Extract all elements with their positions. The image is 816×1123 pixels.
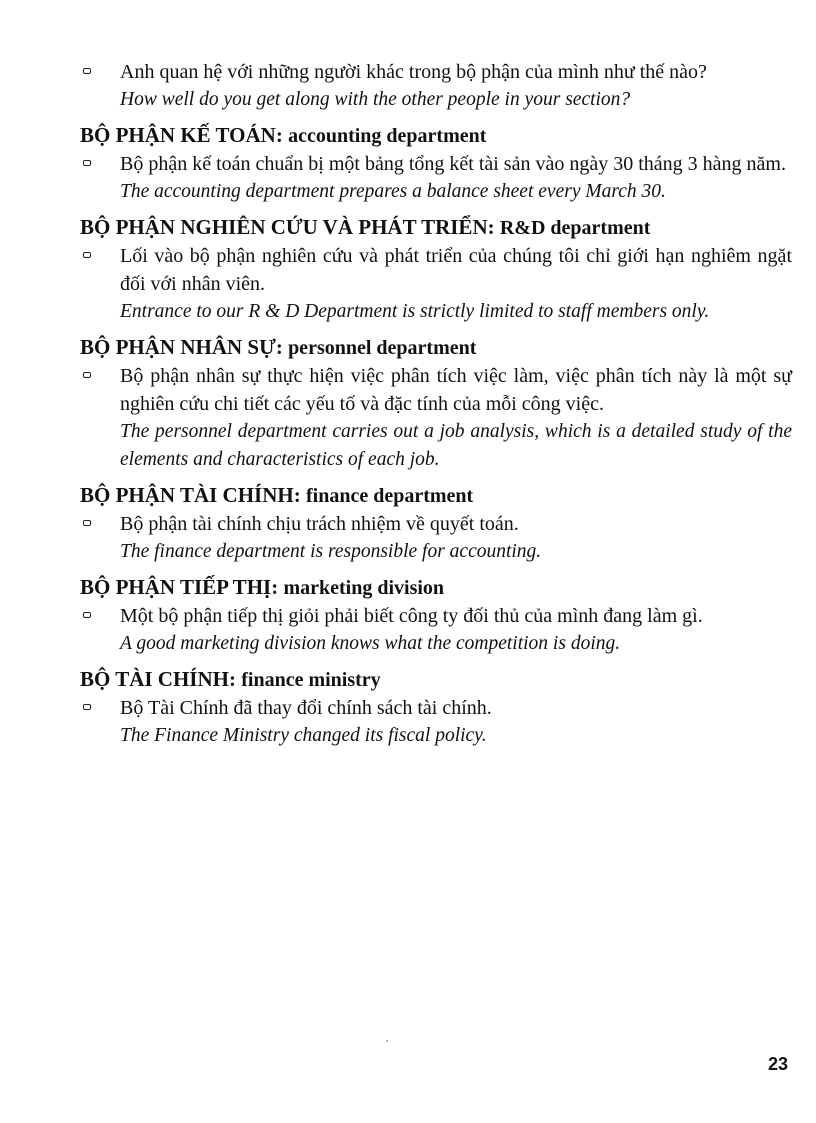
- checkbox-bullet-icon: [83, 252, 91, 258]
- entry-heading: BỘ PHẬN NHÂN SỰ: personnel department: [80, 335, 477, 359]
- entry-rd: [80, 214, 792, 326]
- entry-term: BỘ PHẬN TIẾP THỊ: [80, 575, 272, 599]
- intro-example: [80, 58, 792, 114]
- entry-heading: BỘ PHẬN NGHIÊN CỨU VÀ PHÁT TRIỂN: R&D department: [80, 215, 651, 239]
- entry-heading: BỘ PHẬN TIẾP THỊ: marketing division: [80, 575, 445, 599]
- example-english: Entrance to our R & D Department is strictly limited to staff members only.: [120, 301, 710, 322]
- example-english: How well do you get along with the other people in your section?: [120, 89, 631, 110]
- entry-meaning: marketing division: [283, 577, 445, 599]
- entry-example: [80, 242, 792, 326]
- example-vietnamese: Bộ phận kế toán chuẩn bị một bảng tổng kết tài sản vào ngày 30 tháng 3 hàng năm.: [120, 153, 786, 175]
- dictionary-page: [80, 58, 792, 750]
- example-vietnamese: Bộ phận tài chính chịu trách nhiệm về quyết toán.: [120, 513, 519, 535]
- checkbox-bullet-icon: [83, 160, 91, 166]
- checkbox-bullet-icon: [83, 704, 91, 710]
- example-vietnamese: Một bộ phận tiếp thị giỏi phải biết công ty đối thủ của mình đang làm gì.: [120, 605, 703, 627]
- entry-personnel: [80, 334, 792, 474]
- checkbox-bullet-icon: [83, 68, 91, 74]
- entry-example: [80, 694, 792, 750]
- example-vietnamese: Lối vào bộ phận nghiên cứu và phát triển của chúng tôi chỉ giới hạn nghiêm ngặt đối với nhân viên.: [120, 245, 792, 295]
- entry-example: [80, 150, 792, 206]
- entry-meaning: finance department: [305, 485, 474, 507]
- page-number: 23: [767, 1054, 788, 1074]
- entry-example: [80, 602, 792, 658]
- entry-finance-department: [80, 482, 792, 566]
- entry-finance-ministry: [80, 666, 792, 750]
- example-vietnamese: Bộ phận nhân sự thực hiện việc phân tích việc làm, việc phân tích này là một sự nghiên cứu chi tiết các yếu tố và đặc tính của mỗi công việc.: [120, 365, 792, 415]
- entry-heading: BỘ TÀI CHÍNH: finance ministry: [80, 667, 381, 691]
- entry-meaning: personnel department: [288, 337, 477, 359]
- entry-term: BỘ PHẬN KẾ TOÁN: [80, 123, 276, 147]
- example-english: The finance department is responsible for accounting.: [120, 541, 542, 562]
- entry-meaning: accounting department: [288, 125, 487, 147]
- entry-term: BỘ PHẬN TÀI CHÍNH: [80, 483, 294, 507]
- entry-accounting: [80, 122, 792, 206]
- entry-heading: BỘ PHẬN TÀI CHÍNH: finance department: [80, 483, 474, 507]
- checkbox-bullet-icon: [83, 520, 91, 526]
- entry-meaning: finance ministry: [241, 669, 381, 691]
- example-english: The Finance Ministry changed its fiscal policy.: [120, 725, 487, 746]
- example-english: A good marketing division knows what the competition is doing.: [120, 633, 621, 654]
- entry-example: [80, 510, 792, 566]
- example-vietnamese: Anh quan hệ với những người khác trong bộ phận của mình như thế nào?: [120, 61, 707, 83]
- entry-term: BỘ PHẬN NGHIÊN CỨU VÀ PHÁT TRIỂN: [80, 215, 488, 239]
- entry-marketing: [80, 574, 792, 658]
- entry-term: BỘ TÀI CHÍNH: [80, 667, 229, 691]
- entry-example: [80, 362, 792, 474]
- checkbox-bullet-icon: [83, 612, 91, 618]
- example-english: The personnel department carries out a job analysis, which is a detailed study of the elements and characteristics of each job.: [120, 421, 792, 470]
- example-vietnamese: Bộ Tài Chính đã thay đổi chính sách tài chính.: [120, 697, 492, 719]
- entry-heading: BỘ PHẬN KẾ TOÁN: accounting department: [80, 123, 487, 147]
- entry-term: BỘ PHẬN NHÂN SỰ: [80, 335, 276, 359]
- scan-speck: [386, 1040, 388, 1042]
- entry-meaning: R&D department: [499, 217, 651, 239]
- checkbox-bullet-icon: [83, 372, 91, 378]
- example-english: The accounting department prepares a balance sheet every March 30.: [120, 181, 666, 202]
